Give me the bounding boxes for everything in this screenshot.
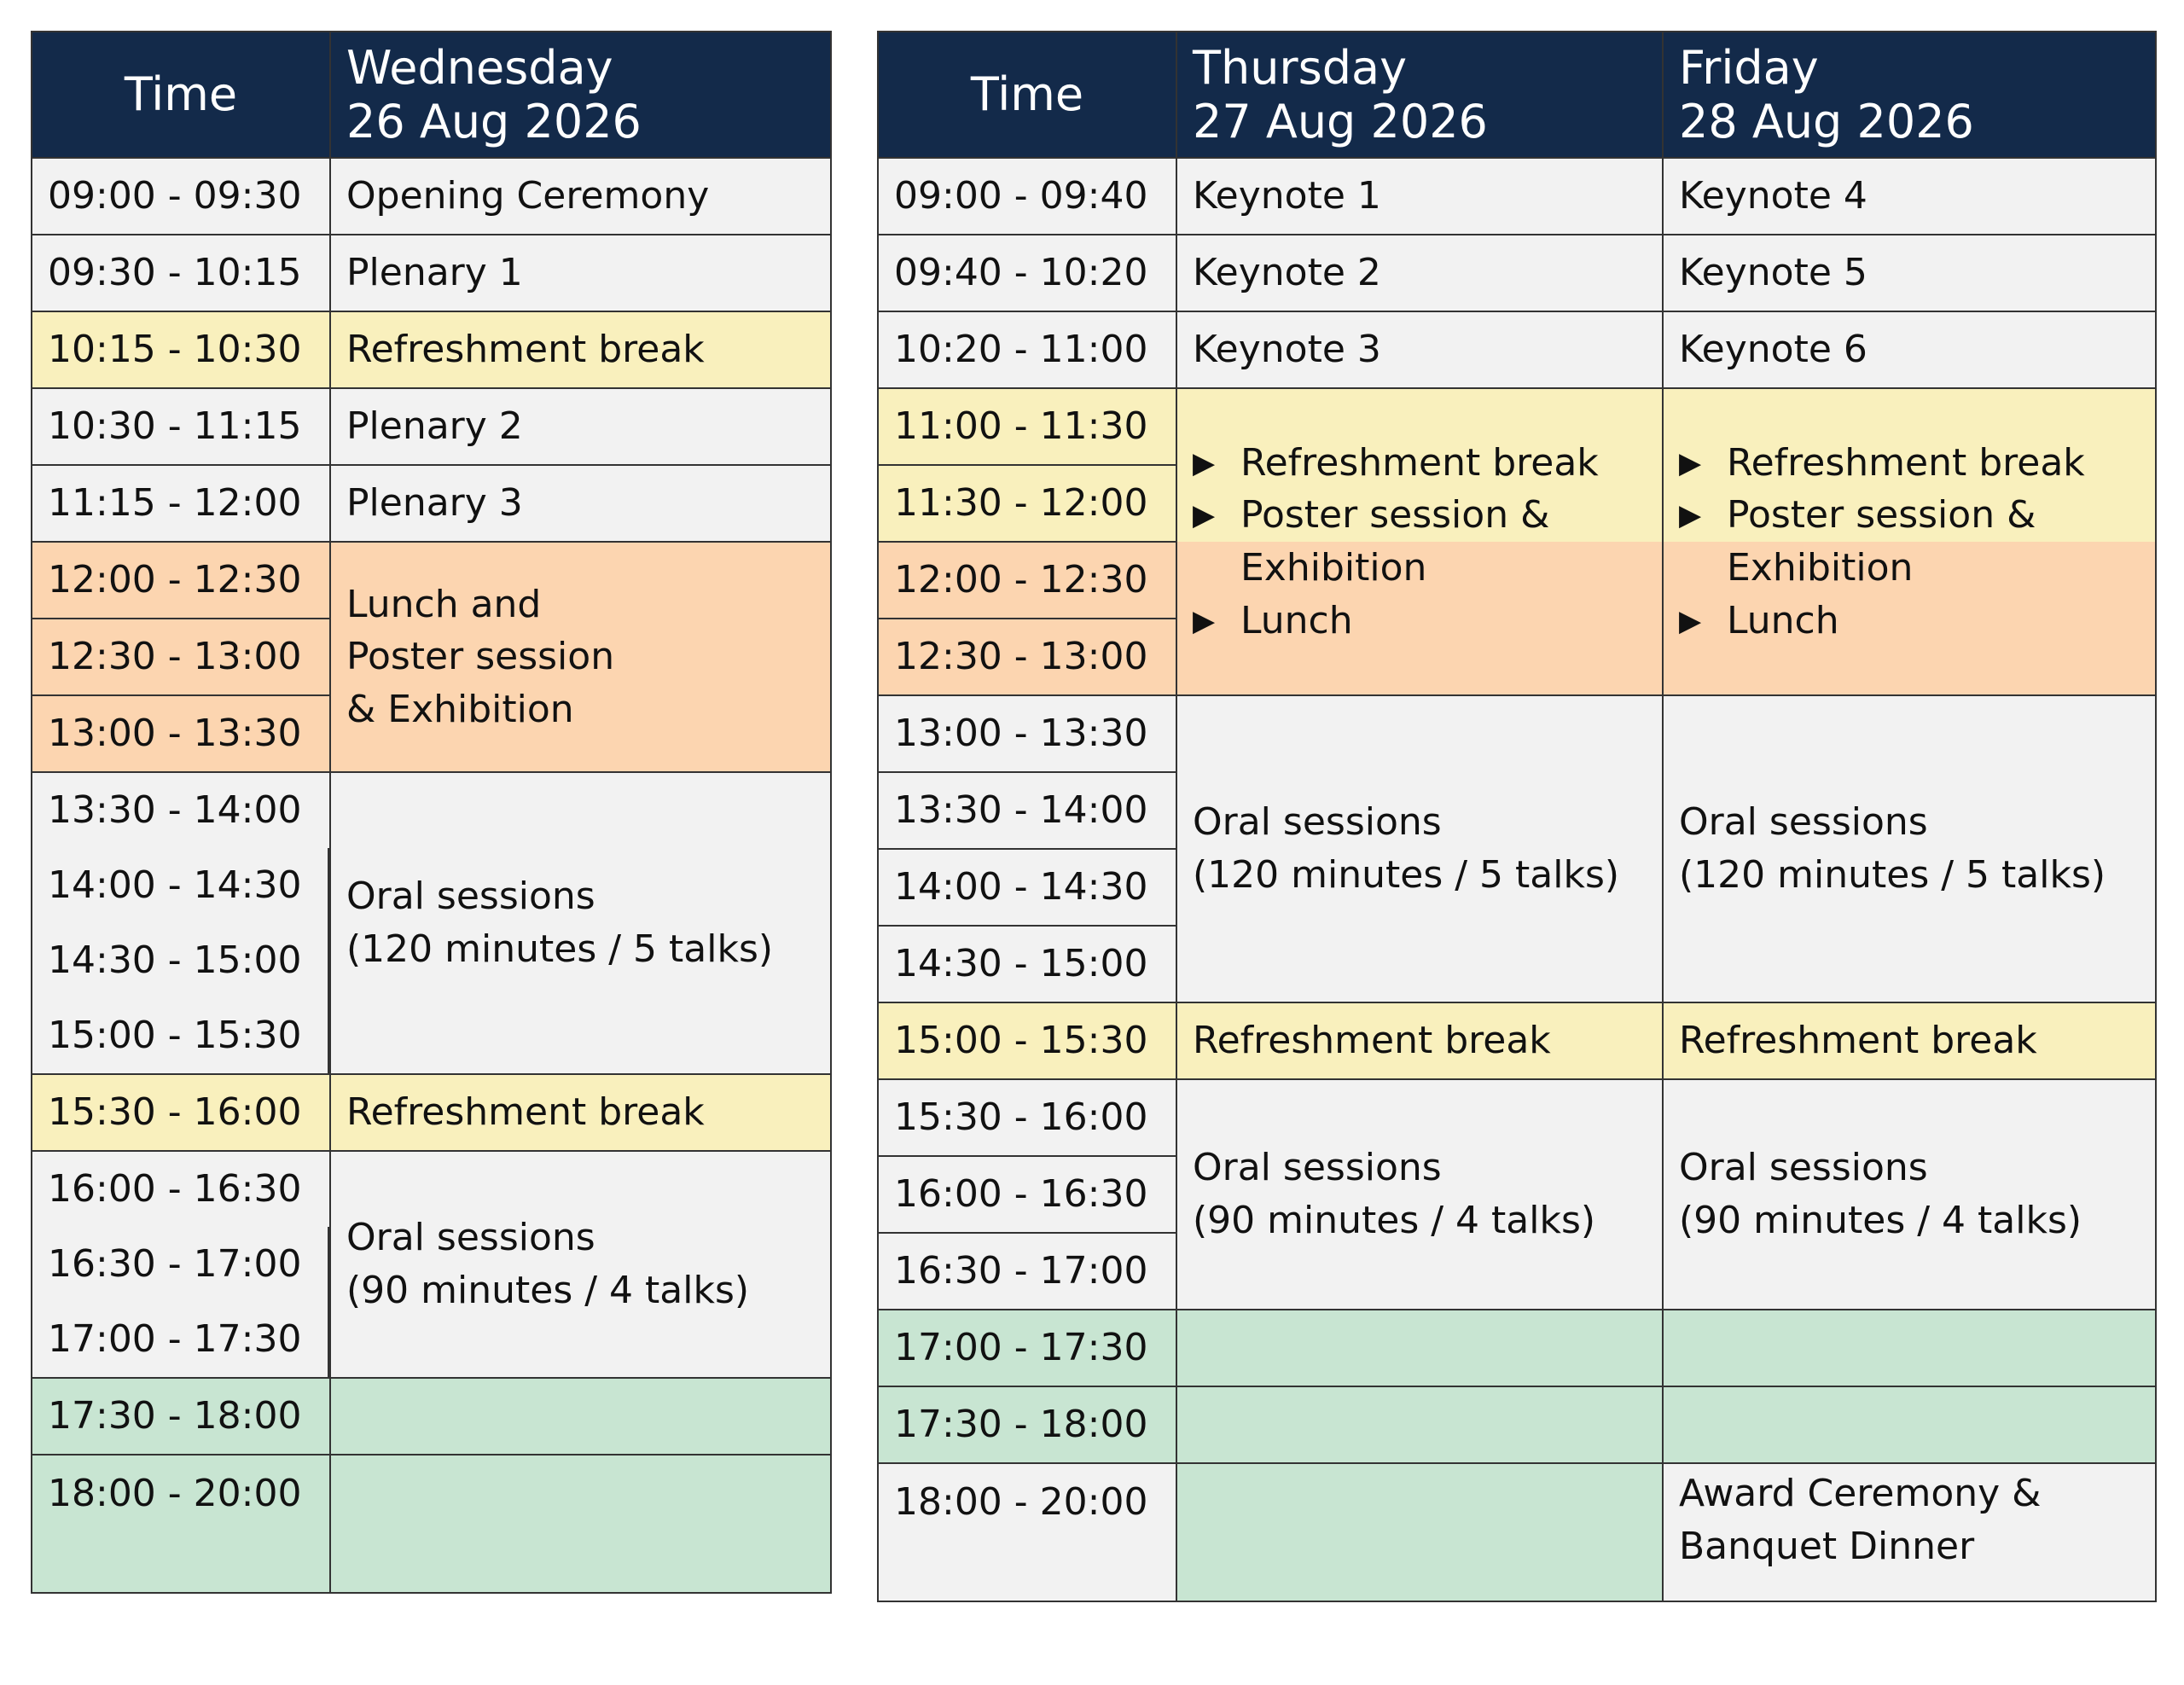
- schedule-row: [32, 1151, 831, 1227]
- session-oral-90: [330, 1151, 831, 1378]
- time-slot: 13:00 - 13:30: [878, 695, 1176, 772]
- time-slot: 09:30 - 10:15: [32, 235, 330, 311]
- day-date: 26 Aug 2026: [346, 95, 642, 148]
- session-line: Oral sessions: [346, 874, 595, 919]
- session-refreshment-break: Refreshment break: [330, 1074, 831, 1151]
- time-slot: 15:00 - 15:30: [878, 1002, 1176, 1079]
- time-slot: 09:00 - 09:30: [32, 158, 330, 235]
- session-break-poster-lunch: [1663, 388, 2156, 695]
- schedule-row: [878, 1463, 2156, 1601]
- empty-slot: [1663, 1386, 2156, 1463]
- schedule-row: [878, 235, 2156, 311]
- time-slot: 17:30 - 18:00: [878, 1386, 1176, 1463]
- session-line: & Exhibition: [346, 687, 574, 731]
- time-slot: 18:00 - 20:00: [32, 1455, 330, 1593]
- session-line: (90 minutes / 4 talks): [1193, 1199, 1596, 1242]
- schedule-row: [878, 388, 2156, 465]
- session-line: Oral sessions: [1679, 800, 1928, 845]
- session-keynote: Keynote 3: [1176, 311, 1663, 388]
- bullet-item: [1193, 489, 1662, 594]
- time-slot: 12:00 - 12:30: [32, 542, 330, 619]
- bullet-arrow-icon: ▶: [1679, 445, 1702, 480]
- schedule-row: [32, 1455, 831, 1593]
- time-slot: 11:15 - 12:00: [32, 465, 330, 542]
- time-slot: 16:30 - 17:00: [32, 1227, 330, 1302]
- time-slot: 15:30 - 16:00: [878, 1079, 1176, 1156]
- session-line: Banquet Dinner: [1679, 1524, 1975, 1568]
- header-row: [878, 32, 2156, 158]
- schedule-row: [32, 1378, 831, 1455]
- session-refreshment-break: Refreshment break: [330, 311, 831, 388]
- schedule-row: [32, 772, 831, 848]
- bullet-item: [1193, 595, 1662, 648]
- time-slot: 14:30 - 15:00: [32, 923, 330, 998]
- bullet-text: Poster session &: [1240, 493, 1550, 537]
- bullet-text: Lunch: [1240, 598, 1353, 642]
- time-slot: 16:00 - 16:30: [878, 1156, 1176, 1233]
- day-header-thursday: [1176, 32, 1663, 158]
- session-line: (90 minutes / 4 talks): [346, 1269, 750, 1312]
- time-slot: 17:00 - 17:30: [32, 1302, 330, 1378]
- session-keynote: Keynote 5: [1663, 235, 2156, 311]
- schedule-row: [878, 1079, 2156, 1156]
- time-slot: 10:15 - 10:30: [32, 311, 330, 388]
- session-line: Oral sessions: [1679, 1146, 1928, 1190]
- session-plenary-1: Plenary 1: [330, 235, 831, 311]
- session-line: Award Ceremony &: [1679, 1472, 2042, 1515]
- bullet-text: Poster session &: [1727, 493, 2036, 537]
- day-name: Friday: [1679, 40, 1819, 95]
- session-line: (120 minutes / 5 talks): [346, 927, 774, 971]
- bullet-text: Lunch: [1727, 598, 1839, 642]
- empty-slot: [330, 1455, 831, 1593]
- session-oral-120: [1663, 695, 2156, 1002]
- bullet-item: [1193, 437, 1662, 490]
- time-slot: 11:00 - 11:30: [878, 388, 1176, 465]
- time-slot: 12:30 - 13:00: [32, 619, 330, 695]
- day-date: 27 Aug 2026: [1193, 95, 1488, 148]
- session-line: Poster session: [346, 635, 615, 679]
- schedule-row: [32, 388, 831, 465]
- session-oral-120: [1176, 695, 1663, 1002]
- wednesday-schedule-table: [31, 31, 832, 1594]
- time-slot: 11:30 - 12:00: [878, 465, 1176, 542]
- session-line: Oral sessions: [1193, 800, 1442, 845]
- time-slot: 17:30 - 18:00: [32, 1378, 330, 1455]
- time-column-header: Time: [32, 32, 330, 158]
- session-plenary-3: Plenary 3: [330, 465, 831, 542]
- day-name: Thursday: [1193, 40, 1408, 95]
- empty-slot: [1176, 1310, 1663, 1386]
- session-oral-90: [1176, 1079, 1663, 1310]
- schedule-row: [32, 465, 831, 542]
- bullet-item: [1679, 489, 2155, 594]
- schedule-row: [878, 695, 2156, 772]
- session-opening-ceremony: Opening Ceremony: [330, 158, 831, 235]
- schedule-row: [878, 1002, 2156, 1079]
- day-date: 28 Aug 2026: [1679, 95, 1974, 148]
- session-break-poster-lunch: [1176, 388, 1663, 695]
- schedule-row: [32, 1074, 831, 1151]
- time-slot: 18:00 - 20:00: [878, 1463, 1176, 1601]
- session-line: Lunch and: [346, 582, 542, 626]
- session-line: (120 minutes / 5 talks): [1679, 853, 2106, 897]
- time-slot: 12:00 - 12:30: [878, 542, 1176, 619]
- time-slot: 10:30 - 11:15: [32, 388, 330, 465]
- thursday-friday-schedule-table: [877, 31, 2157, 1602]
- session-lunch-poster: [330, 542, 831, 772]
- header-row: [32, 32, 831, 158]
- session-line: (90 minutes / 4 talks): [1679, 1199, 2082, 1242]
- schedule-row: [32, 311, 831, 388]
- session-award-banquet: [1663, 1463, 2156, 1601]
- bullet-arrow-icon: ▶: [1679, 498, 1702, 533]
- bullet-text: Exhibition: [1727, 546, 1914, 590]
- empty-slot: [1663, 1310, 2156, 1386]
- schedule-row: [878, 311, 2156, 388]
- schedule-row: [878, 158, 2156, 235]
- time-slot: 13:30 - 14:00: [878, 772, 1176, 849]
- empty-slot: [330, 1378, 831, 1455]
- day-header-friday: [1663, 32, 2156, 158]
- session-refreshment-break: Refreshment break: [1176, 1002, 1663, 1079]
- schedule-row: [32, 158, 831, 235]
- session-keynote: Keynote 6: [1663, 311, 2156, 388]
- schedule-row: [32, 542, 831, 619]
- session-plenary-2: Plenary 2: [330, 388, 831, 465]
- time-slot: 09:40 - 10:20: [878, 235, 1176, 311]
- schedule-row: [878, 1386, 2156, 1463]
- bullet-item: [1679, 595, 2155, 648]
- schedule-row: [32, 235, 831, 311]
- schedule-row: [878, 1310, 2156, 1386]
- bullet-text: Refreshment break: [1240, 440, 1599, 485]
- day-header-wednesday: [330, 32, 831, 158]
- session-refreshment-break: Refreshment break: [1663, 1002, 2156, 1079]
- session-line: Oral sessions: [1193, 1146, 1442, 1190]
- bullet-arrow-icon: ▶: [1193, 445, 1216, 480]
- time-slot: 16:00 - 16:30: [32, 1151, 330, 1227]
- bullet-arrow-icon: ▶: [1193, 498, 1216, 533]
- time-slot: 15:00 - 15:30: [32, 998, 330, 1074]
- time-slot: 13:30 - 14:00: [32, 772, 330, 848]
- bullet-text: Exhibition: [1240, 546, 1427, 590]
- time-slot: 12:30 - 13:00: [878, 619, 1176, 695]
- time-slot: 16:30 - 17:00: [878, 1233, 1176, 1310]
- bullet-list: [1193, 437, 1662, 647]
- session-line: (120 minutes / 5 talks): [1193, 853, 1620, 897]
- session-oral-90: [1663, 1079, 2156, 1310]
- session-oral-120: [330, 772, 831, 1074]
- day-name: Wednesday: [346, 40, 613, 95]
- session-keynote: Keynote 1: [1176, 158, 1663, 235]
- bullet-arrow-icon: ▶: [1193, 603, 1216, 638]
- time-column-header: Time: [878, 32, 1176, 158]
- bullet-list: [1679, 437, 2155, 647]
- time-slot: 10:20 - 11:00: [878, 311, 1176, 388]
- bullet-item: [1679, 437, 2155, 490]
- time-slot: 15:30 - 16:00: [32, 1074, 330, 1151]
- bullet-arrow-icon: ▶: [1679, 603, 1702, 638]
- time-slot: 14:00 - 14:30: [32, 848, 330, 923]
- bullet-text: Refreshment break: [1727, 440, 2085, 485]
- empty-slot: [1176, 1463, 1663, 1601]
- time-slot: 14:30 - 15:00: [878, 926, 1176, 1002]
- time-slot: 09:00 - 09:40: [878, 158, 1176, 235]
- time-slot: 14:00 - 14:30: [878, 849, 1176, 926]
- time-slot: 13:00 - 13:30: [32, 695, 330, 772]
- session-line: Oral sessions: [346, 1216, 595, 1260]
- session-keynote: Keynote 2: [1176, 235, 1663, 311]
- session-keynote: Keynote 4: [1663, 158, 2156, 235]
- time-slot: 17:00 - 17:30: [878, 1310, 1176, 1386]
- empty-slot: [1176, 1386, 1663, 1463]
